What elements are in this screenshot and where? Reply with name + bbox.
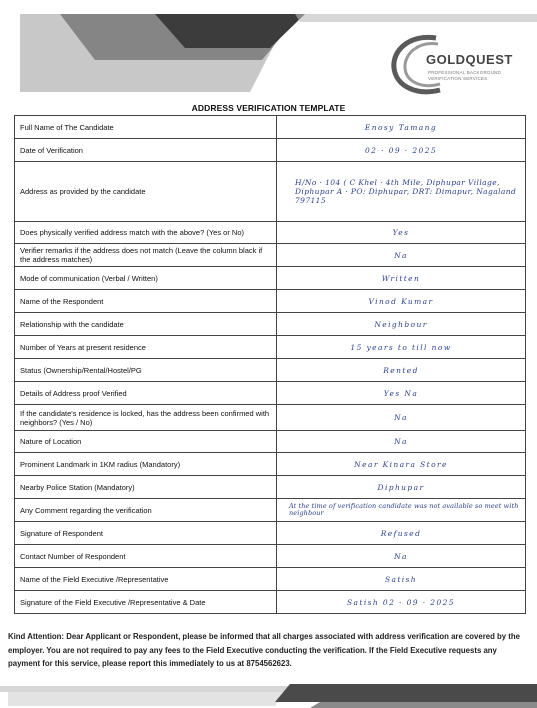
table-row [15, 431, 526, 453]
handwritten-answer: Na [277, 431, 526, 453]
table-row [15, 591, 526, 614]
table-row [15, 336, 526, 359]
field-label: Nearby Police Station (Mandatory) [15, 476, 277, 499]
table-row [15, 499, 526, 522]
table-row [15, 116, 526, 139]
table-row [15, 545, 526, 568]
handwritten-answer: Yes Na [277, 382, 526, 405]
table-row [15, 453, 526, 476]
table-row [15, 382, 526, 405]
handwritten-answer: Enosy Tamang [277, 116, 526, 139]
table-row [15, 359, 526, 382]
field-label: Date of Verification [15, 139, 277, 162]
handwritten-answer: Vinod Kumar [277, 290, 526, 313]
field-label: Signature of Respondent [15, 522, 277, 545]
table-row [15, 405, 526, 431]
attention-notice [8, 630, 530, 671]
handwritten-answer: Na [277, 405, 526, 431]
table-row [15, 222, 526, 244]
field-label: If the candidate's residence is locked, has the address been confirmed with neighbors? (Yes / No) [15, 405, 277, 431]
handwritten-answer: Near Kinara Store [277, 453, 526, 476]
footer-banner [0, 680, 537, 708]
field-label: Full Name of The Candidate [15, 116, 277, 139]
field-label: Contact Number of Respondent [15, 545, 277, 568]
table-row [15, 476, 526, 499]
attention-lead: Kind Attention: [8, 632, 65, 641]
handwritten-answer: Rented [277, 359, 526, 382]
handwritten-answer: Diphupar [277, 476, 526, 499]
field-label: Signature of the Field Executive /Representative & Date [15, 591, 277, 614]
field-label: Any Comment regarding the verification [15, 499, 277, 522]
field-label: Prominent Landmark in 1KM radius (Mandatory) [15, 453, 277, 476]
field-label: Status (Ownership/Rental/Hostel/PG [15, 359, 277, 382]
table-row [15, 139, 526, 162]
field-label: Nature of Location [15, 431, 277, 453]
field-label: Does physically verified address match with the above? (Yes or No) [15, 222, 277, 244]
logo-name: GOLDQUEST [426, 52, 513, 67]
field-label: Name of the Respondent [15, 290, 277, 313]
table-row [15, 162, 526, 222]
table-row [15, 290, 526, 313]
goldquest-logo [388, 32, 523, 97]
field-label: Mode of communication (Verbal / Written) [15, 267, 277, 290]
handwritten-answer: Yes [277, 222, 526, 244]
handwritten-answer: Neighbour [277, 313, 526, 336]
handwritten-answer: 15 years to till now [277, 336, 526, 359]
handwritten-answer: Na [277, 545, 526, 568]
logo-tagline: PROFESSIONAL BACKGROUND VERIFICATION SERVICES [428, 70, 501, 81]
field-label: Name of the Field Executive /Representative [15, 568, 277, 591]
handwritten-answer: 02 · 09 · 2025 [277, 139, 526, 162]
field-label: Verifier remarks if the address does not match (Leave the column black if the address matches) [15, 244, 277, 267]
field-label: Address as provided by the candidate [15, 162, 277, 222]
attention-text: Dear Applicant or Respondent, please be informed that all charges associated with address verification are covered by the employer. You are not required to pay any fees to the Field Executive conducting the verification. If the Field Executive requests any payment for this service, please report this immediately to us at 8754562623. [8, 632, 520, 668]
field-label: Relationship with the candidate [15, 313, 277, 336]
handwritten-answer: At the time of verification candidate was not available so meet with neighbour [277, 499, 526, 522]
table-row [15, 568, 526, 591]
handwritten-answer: Na [277, 244, 526, 267]
verification-table [14, 115, 526, 614]
handwritten-answer: Satish 02 · 09 · 2025 [277, 591, 526, 614]
handwritten-answer: Refused [277, 522, 526, 545]
field-label: Details of Address proof Verified [15, 382, 277, 405]
table-row [15, 522, 526, 545]
table-row [15, 267, 526, 290]
document-title: ADDRESS VERIFICATION TEMPLATE [191, 103, 346, 113]
table-row [15, 313, 526, 336]
field-label: Number of Years at present residence [15, 336, 277, 359]
handwritten-answer: H/No · 104 ( C Khel · 4th Mile, Diphupar Village, Diphupar A · PO: Diphupar, DRT: Dimapur, Nagaland 797115 [277, 162, 526, 222]
handwritten-answer: Written [277, 267, 526, 290]
handwritten-answer: Satish [277, 568, 526, 591]
table-row [15, 244, 526, 267]
